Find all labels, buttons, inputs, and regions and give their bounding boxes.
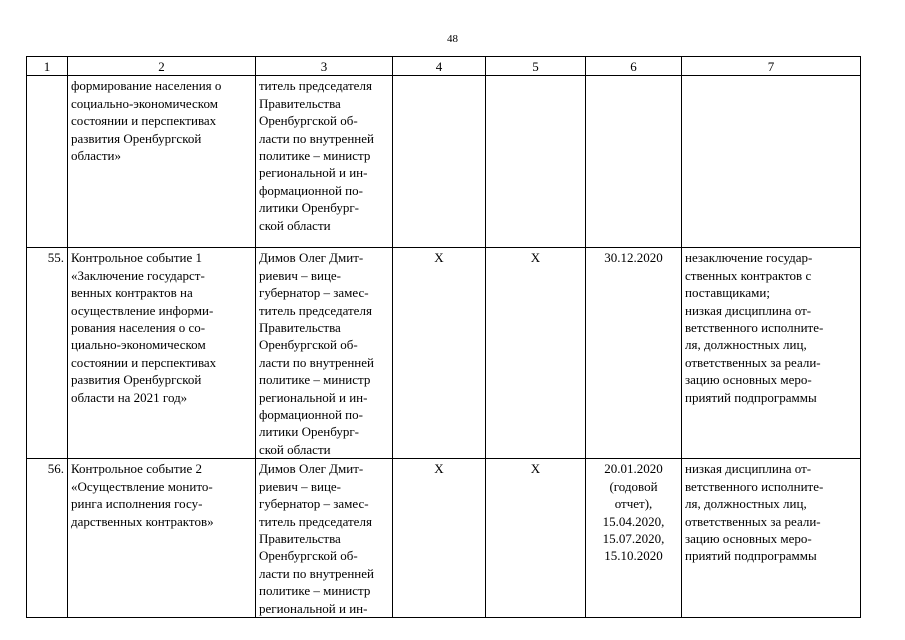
date-cell: 30.12.2020	[586, 248, 682, 459]
document-table	[26, 56, 861, 618]
responsible-cell: Димов Олег Дмит- риевич – вице- губернатор – замес- титель председателя Правительства Оренбургской об- ласти по внутренней политике – министр региональной и ин-	[256, 459, 393, 618]
responsible-cell: Димов Олег Дмит- риевич – вице- губернатор – замес- титель председателя Правительства Оренбургской об- ласти по внутренней политике – министр региональной и ин- формационной по- литики Оренбург- ской области	[256, 248, 393, 459]
risks-cell: низкая дисциплина от- ветственного исполните- ля, должностных лиц, ответственных за реали- зацию основных меро- приятий подпрограммы	[682, 459, 861, 618]
column-5-cell: X	[486, 459, 586, 618]
page-number: 48	[447, 33, 458, 45]
responsible-cell: титель председателя Правительства Оренбургской об- ласти по внутренней политике – министр региональной и ин- формационной по- литики Оренбург- ской области	[256, 76, 393, 248]
row-number-cell: 55.	[27, 248, 68, 459]
risks-cell	[682, 76, 861, 248]
header-cell-1: 1	[27, 57, 68, 76]
column-4-cell: X	[393, 248, 486, 459]
column-number-header-row	[27, 57, 861, 76]
header-cell-3: 3	[256, 57, 393, 76]
table-row	[27, 248, 861, 459]
risks-cell: незаключение государ- ственных контрактов с поставщиками; низкая дисциплина от- ветственного исполните- ля, должностных лиц, ответственных за реали- зацию основных меро- приятий подпрограммы	[682, 248, 861, 459]
column-5-cell	[486, 76, 586, 248]
column-4-cell	[393, 76, 486, 248]
header-cell-6: 6	[586, 57, 682, 76]
header-cell-2: 2	[68, 57, 256, 76]
event-cell: Контрольное событие 1 «Заключение государст- венных контрактов на осуществление информи- рования населения о со- циально-экономическом состоянии и перспективах развития Оренбургской области на 2021 год»	[68, 248, 256, 459]
date-cell	[586, 76, 682, 248]
header-cell-4: 4	[393, 57, 486, 76]
column-5-cell: X	[486, 248, 586, 459]
column-4-cell: X	[393, 459, 486, 618]
header-cell-5: 5	[486, 57, 586, 76]
row-number-cell: 56.	[27, 459, 68, 618]
date-cell: 20.01.2020 (годовой отчет), 15.04.2020, 15.07.2020, 15.10.2020	[586, 459, 682, 618]
table-row	[27, 459, 861, 618]
event-cell: формирование населения о социально-экономическом состоянии и перспективах развития Оренбургской области»	[68, 76, 256, 248]
event-cell: Контрольное событие 2 «Осуществление монито- ринга исполнения госу- дарственных контрактов»	[68, 459, 256, 618]
table-row	[27, 76, 861, 248]
header-cell-7: 7	[682, 57, 861, 76]
row-number-cell	[27, 76, 68, 248]
